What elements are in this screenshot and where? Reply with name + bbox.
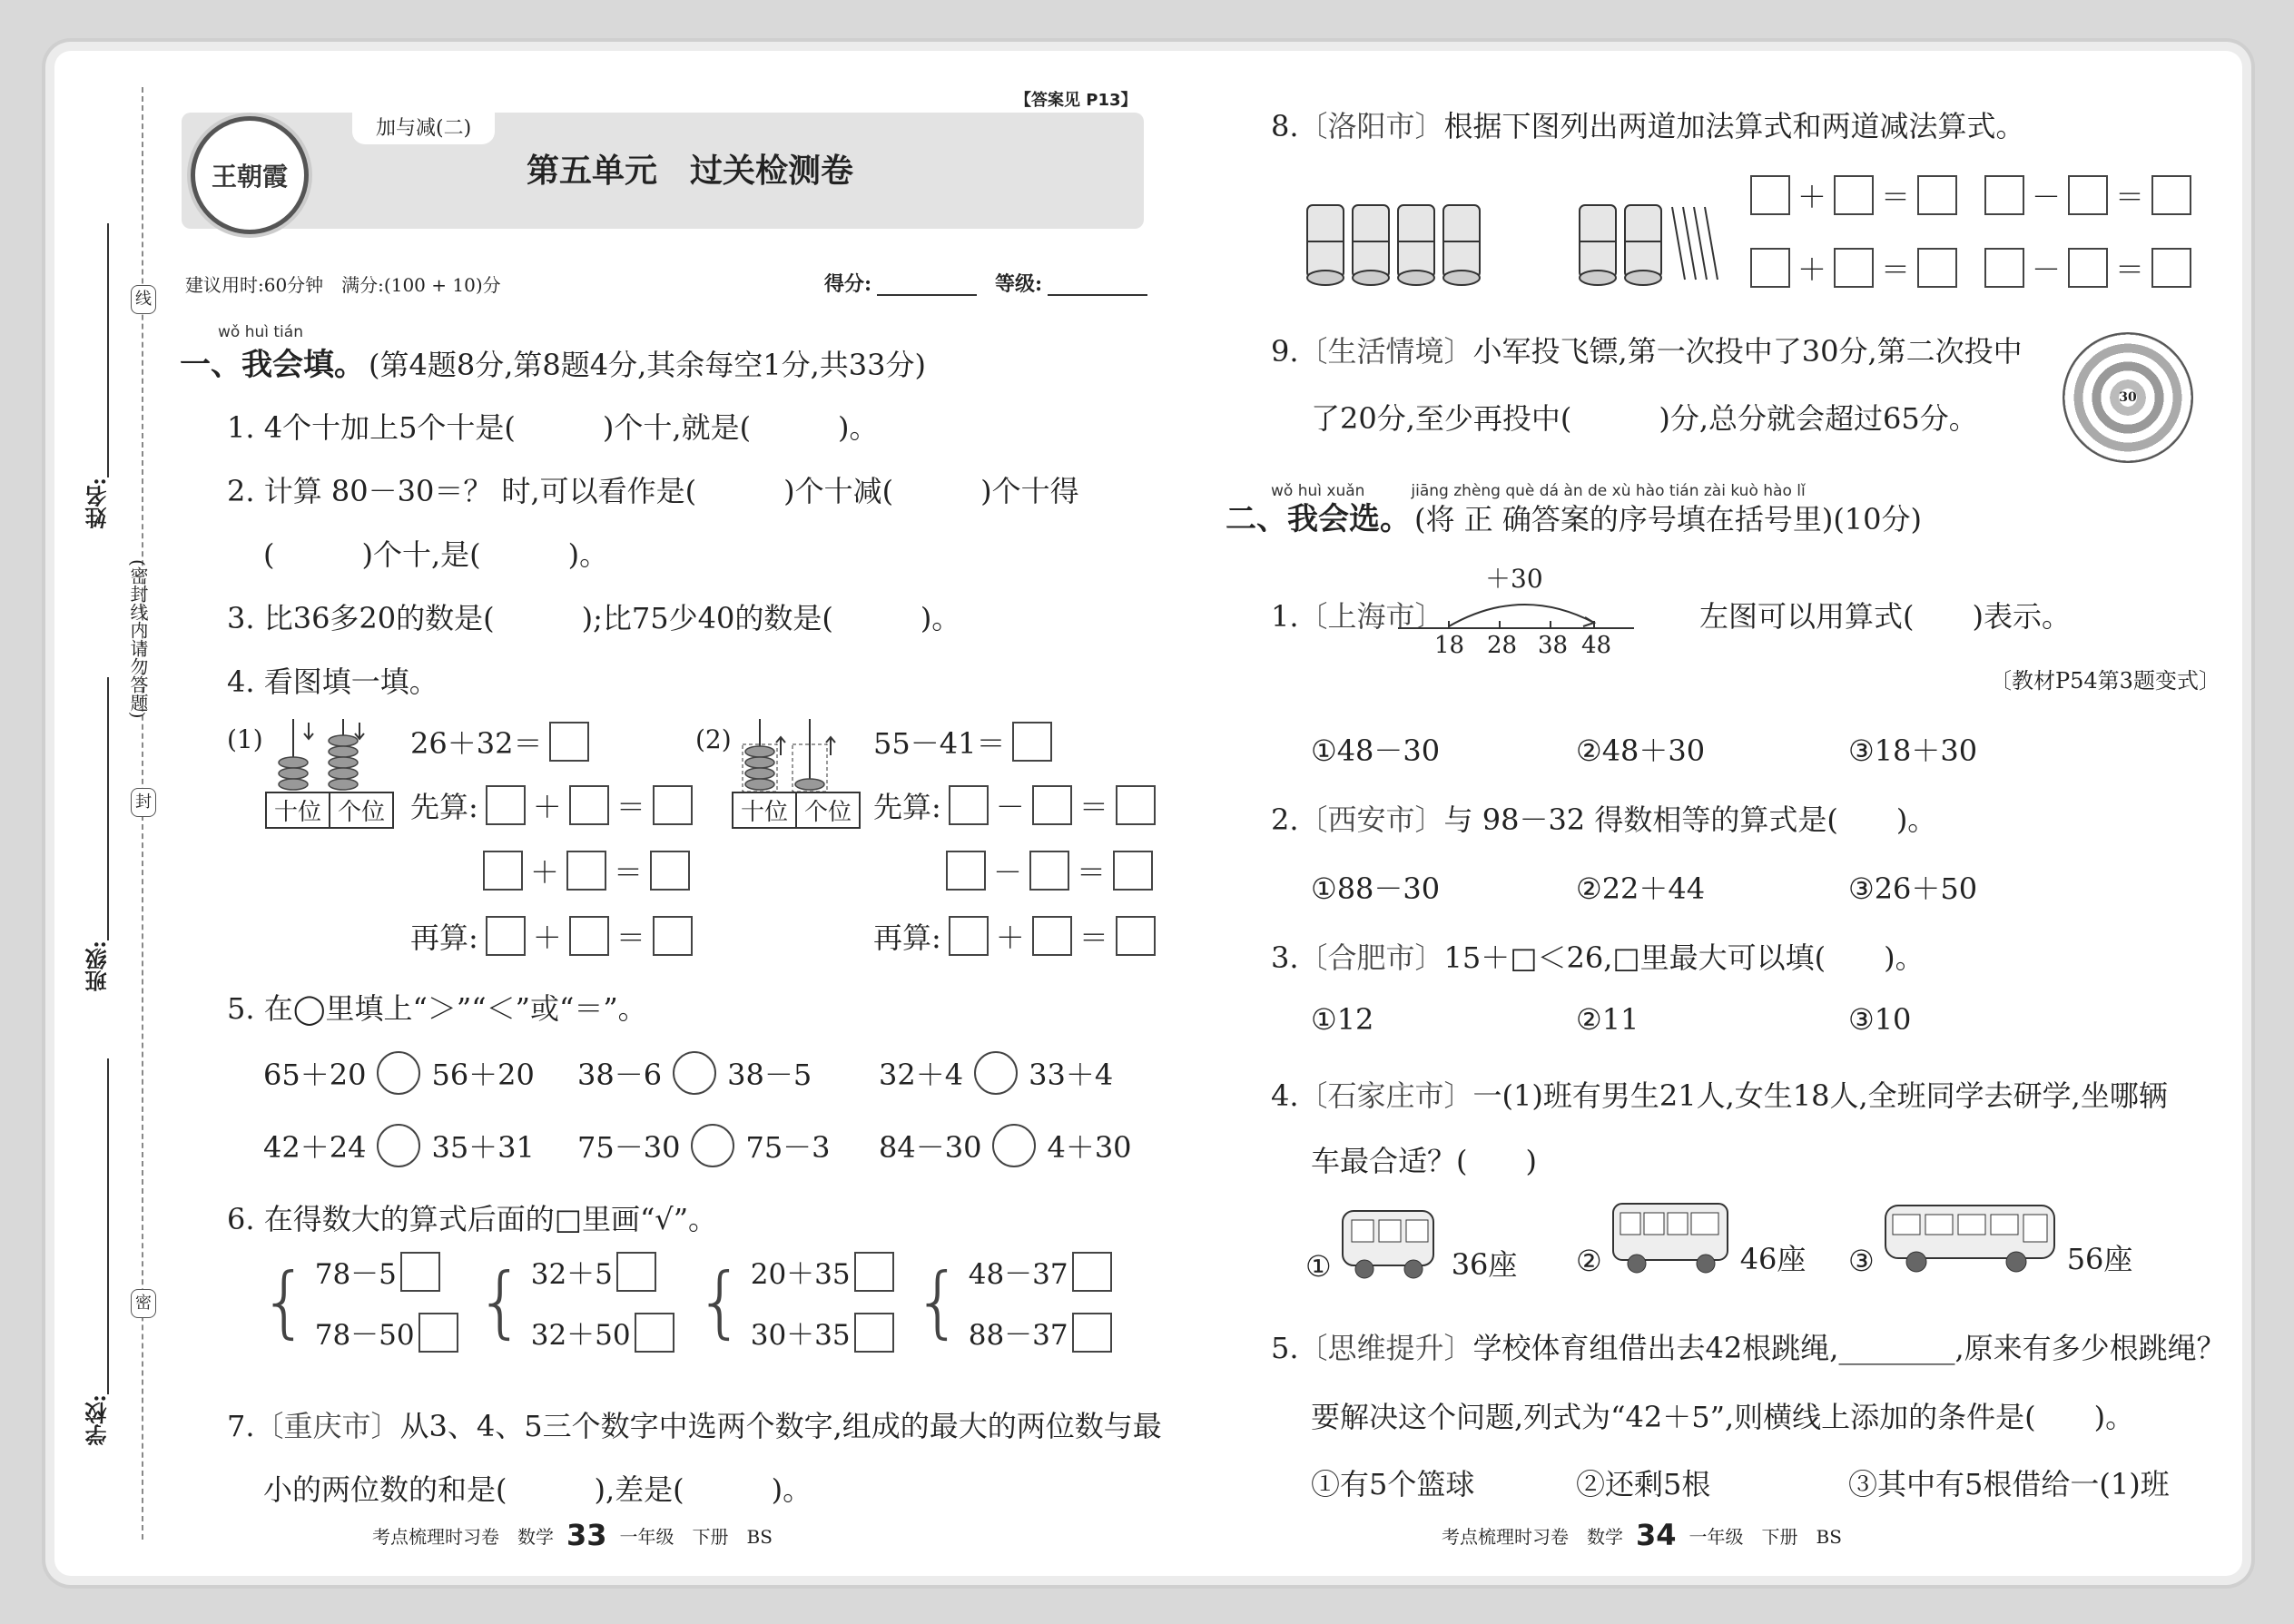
- s2-q1-tag: 〔上海市〕: [1298, 599, 1444, 634]
- section2-pinyin: wǒ huì xuǎn jiāng zhèng què dá àn de xù hào tián zài kuò hào lǐ: [1271, 482, 1806, 500]
- compare-circle[interactable]: [673, 1051, 716, 1095]
- check-box[interactable]: [616, 1252, 656, 1292]
- place-value-table-1: [265, 792, 394, 829]
- logo-badge: [191, 116, 309, 234]
- first-label: 先算:: [410, 790, 478, 824]
- q4-part2-label: (2): [695, 724, 732, 754]
- q4-part1-label: (1): [227, 724, 263, 754]
- option[interactable]: ③18＋30: [1848, 733, 1978, 768]
- s1-q2-line1: 2. 计算 80－30＝？ 时,可以看作是( )个十减( )个十得: [227, 474, 1079, 508]
- s1-q8: [1271, 103, 2025, 145]
- number-line: [1398, 590, 1634, 635]
- brace-icon: {: [913, 1256, 963, 1347]
- score-field[interactable]: [877, 294, 977, 296]
- q4-first-2: 先算: － ＝: [873, 784, 1156, 826]
- compare-right: 56＋20: [431, 1058, 535, 1092]
- q6-line: [531, 1312, 674, 1353]
- compare-circle[interactable]: [377, 1124, 420, 1167]
- answer-box[interactable]: [569, 785, 609, 825]
- s2-q5-num: 5.: [1271, 1331, 1299, 1365]
- answer-box[interactable]: [1984, 248, 2024, 288]
- q4-first-1: 先算: ＋ ＝: [410, 784, 693, 826]
- answer-reference: 【答案见 P13】: [1015, 91, 1137, 110]
- bus-icon: [1337, 1202, 1446, 1284]
- page-number-left: 33: [566, 1518, 607, 1552]
- s2-q5-line2: 要解决这个问题,列式为“42＋5”,则横线上添加的条件是( )。: [1311, 1400, 2135, 1434]
- q6-expr: 30＋35: [750, 1319, 851, 1352]
- check-box[interactable]: [418, 1313, 458, 1353]
- check-box[interactable]: [854, 1313, 894, 1353]
- s2-q2-num: 2.: [1271, 802, 1299, 837]
- stick-bundles-illustration: [1298, 187, 1552, 296]
- option-mark: ①: [1305, 1249, 1332, 1284]
- s2-q4-text1: 一(1)班有男生21人,女生18人,全班同学去研学,坐哪辆: [1472, 1078, 2168, 1113]
- section1-title: 一、我会填。: [180, 347, 365, 383]
- compare-right: 38－5: [727, 1058, 812, 1092]
- q8-tag: 〔洛阳市〕: [1298, 109, 1444, 143]
- answer-box[interactable]: [1113, 851, 1153, 891]
- binding-note: (密封线内请勿答题): [127, 559, 149, 719]
- option[interactable]: ③26＋50: [1848, 871, 1978, 906]
- option[interactable]: ①88－30: [1311, 871, 1441, 906]
- option[interactable]: ③10: [1848, 1002, 1912, 1037]
- q6-line: [751, 1251, 894, 1292]
- answer-box[interactable]: [653, 785, 693, 825]
- check-box[interactable]: [400, 1252, 440, 1292]
- class-label: 班级:: [84, 940, 111, 992]
- bus-option-2[interactable]: [1576, 1196, 1806, 1278]
- tens-cell: 十位: [733, 793, 797, 827]
- compare-left: 32＋4: [879, 1058, 964, 1092]
- dartboard-icon: [2063, 332, 2193, 463]
- q6-line: [751, 1312, 894, 1353]
- compare-item: [263, 1051, 535, 1095]
- answer-box[interactable]: [1750, 175, 1790, 215]
- answer-box[interactable]: [1029, 851, 1069, 891]
- option[interactable]: ①12: [1311, 1002, 1374, 1037]
- q7-text1: 从3、4、5三个数字中选两个数字,组成的最大的两位数与最: [399, 1409, 1162, 1443]
- s2-q5-text1: 学校体育组借出去42根跳绳,________,原来有多少根跳绳？: [1472, 1331, 2226, 1365]
- bus-icon: [1880, 1196, 2062, 1278]
- time-info: 建议用时:60分钟 满分:(100 + 10)分: [185, 274, 501, 296]
- name-field-line[interactable]: [107, 223, 109, 477]
- q9-tag: 〔生活情境〕: [1298, 334, 1473, 369]
- q7-num: 7.: [227, 1409, 255, 1443]
- logo-text: 王朝霞: [211, 162, 288, 192]
- answer-box[interactable]: [2151, 175, 2191, 215]
- score-label: 得分:: [824, 272, 872, 296]
- answer-box[interactable]: [2068, 175, 2108, 215]
- q9-text1: 小军投飞镖,第一次投中了30分,第二次投中: [1472, 334, 2023, 369]
- answer-box[interactable]: [2151, 248, 2191, 288]
- tick-label: 48: [1581, 632, 1612, 659]
- q6-expr: 32＋5: [530, 1258, 613, 1291]
- s2-q4-line2: 车最合适？( ): [1311, 1144, 1537, 1178]
- s1-q4: 4. 看图填一填。: [227, 664, 438, 699]
- answer-box[interactable]: [946, 851, 986, 891]
- compare-circle[interactable]: [377, 1051, 420, 1095]
- tick-label: 18: [1434, 632, 1465, 659]
- brace-icon: {: [695, 1256, 745, 1347]
- s2-q4-num: 4.: [1271, 1078, 1299, 1113]
- answer-box[interactable]: [653, 916, 693, 956]
- s2-q3: [1271, 935, 1925, 977]
- option[interactable]: ②还剩5根: [1576, 1467, 1711, 1501]
- page-number-right: 34: [1636, 1518, 1677, 1552]
- answer-box[interactable]: [486, 916, 526, 956]
- q6-expr: 32＋50: [530, 1319, 631, 1352]
- ones-cell: 个位: [804, 799, 852, 826]
- q6-line: [315, 1312, 458, 1353]
- compare-left: 75－30: [577, 1130, 681, 1165]
- q6-group: [260, 1251, 458, 1353]
- q9-num: 9.: [1271, 334, 1299, 369]
- brace-icon: {: [476, 1256, 526, 1347]
- brace-icon: {: [260, 1256, 310, 1347]
- binding-seal-label: 封: [131, 788, 156, 817]
- section2-title: 二、我会选。: [1226, 501, 1411, 537]
- section1-score-note: (第4题8分,第8题4分,其余每空1分,共33分): [369, 348, 927, 382]
- q8-add-row2: ＋ ＝: [1750, 247, 1957, 289]
- s2-q4-tag: 〔石家庄市〕: [1298, 1078, 1473, 1113]
- answer-box[interactable]: [1116, 785, 1156, 825]
- answer-box[interactable]: [1750, 248, 1790, 288]
- option[interactable]: ①有5个篮球: [1311, 1467, 1475, 1501]
- s2-q5-tag: 〔思维提升〕: [1298, 1331, 1473, 1365]
- q6-line: [315, 1251, 458, 1292]
- q6-expr: 78－5: [314, 1258, 397, 1291]
- footer-left-prefix: 考点梳理时习卷 数学: [372, 1525, 554, 1548]
- stick-bundles-illustration-2: [1570, 187, 1725, 296]
- s1-q5: 5. 在◯里填上“＞”“＜”或“＝”。: [227, 991, 647, 1026]
- answer-box[interactable]: [1834, 175, 1874, 215]
- compare-item: [263, 1124, 535, 1167]
- option[interactable]: ①48－30: [1311, 733, 1441, 768]
- answer-box[interactable]: [650, 851, 690, 891]
- compare-left: 84－30: [879, 1130, 982, 1165]
- page-title: 第五单元 过关检测卷: [527, 153, 854, 190]
- class-field-line[interactable]: [107, 677, 109, 940]
- compare-item: [577, 1051, 812, 1095]
- abacus-2: [728, 719, 837, 792]
- s2-q3-tag: 〔合肥市〕: [1298, 940, 1444, 975]
- s2-q2-text: 与 98－32 得数相等的算式是( )。: [1443, 802, 1937, 837]
- q8-num: 8.: [1271, 109, 1299, 143]
- q4-eq1: [410, 721, 589, 763]
- s2-q5-line1: [1271, 1325, 2226, 1367]
- compare-right: 35＋31: [431, 1130, 535, 1165]
- s2-q1-source: 〔教材P54第3题变式〕: [1990, 668, 2220, 694]
- answer-box[interactable]: [486, 785, 526, 825]
- answer-box[interactable]: [1917, 175, 1957, 215]
- answer-box[interactable]: [549, 722, 589, 762]
- answer-box[interactable]: [1032, 916, 1072, 956]
- q7-tag: 〔重庆市〕: [254, 1409, 400, 1443]
- q6-expr: 78－50: [314, 1319, 415, 1352]
- number-line-jump-label: ＋30: [1485, 564, 1543, 594]
- check-box[interactable]: [635, 1313, 674, 1353]
- q8-text: 根据下图列出两道加法算式和两道减法算式。: [1443, 109, 2025, 143]
- q6-expr: 88－37: [968, 1319, 1068, 1352]
- unit-subtitle: 加与减(二): [352, 109, 495, 144]
- compare-right: 75－3: [745, 1130, 831, 1165]
- s2-q2: [1271, 797, 1936, 839]
- compare-circle[interactable]: [992, 1124, 1036, 1167]
- q8-sub-row1: － ＝: [1984, 174, 2191, 216]
- option[interactable]: ②11: [1576, 1002, 1639, 1037]
- q4-then-1: 再算: ＋ ＝: [410, 915, 693, 957]
- answer-box[interactable]: [1984, 175, 2024, 215]
- option-mark: ③: [1848, 1244, 1875, 1278]
- dartboard-center-label: 30: [2119, 390, 2137, 405]
- answer-box[interactable]: [1116, 916, 1156, 956]
- q6-line: [969, 1251, 1112, 1292]
- answer-box[interactable]: [1032, 785, 1072, 825]
- answer-box[interactable]: [1012, 722, 1052, 762]
- answer-box[interactable]: [569, 916, 609, 956]
- bus-option-3[interactable]: [1848, 1196, 2132, 1278]
- first-label: 先算:: [873, 790, 941, 824]
- answer-box[interactable]: [566, 851, 606, 891]
- q6-group: [913, 1251, 1112, 1353]
- compare-left: 65＋20: [263, 1058, 367, 1092]
- q4-first-2b: － ＝: [946, 850, 1153, 891]
- q6-group: [695, 1251, 894, 1353]
- bus-option-1[interactable]: [1305, 1202, 1517, 1284]
- answer-box[interactable]: [483, 851, 523, 891]
- compare-right: 33＋4: [1029, 1058, 1114, 1092]
- compare-circle[interactable]: [974, 1051, 1018, 1095]
- then-label: 再算:: [873, 920, 941, 955]
- bus-icon: [1608, 1196, 1735, 1278]
- tens-cell: 十位: [267, 793, 330, 827]
- option[interactable]: ②48＋30: [1576, 733, 1706, 768]
- answer-box[interactable]: [1917, 248, 1957, 288]
- s1-q6: 6. 在得数大的算式后面的□里画“√”。: [227, 1202, 718, 1236]
- compare-circle[interactable]: [691, 1124, 734, 1167]
- s1-q9-line1: [1271, 329, 2023, 370]
- s2-q4-line1: [1271, 1073, 2168, 1115]
- answer-box[interactable]: [949, 785, 989, 825]
- school-label: 学校:: [84, 1394, 111, 1446]
- section2-score-note: (将 正 确答案的序号填在括号里)(10分): [1414, 502, 1923, 536]
- section2-heading: [1226, 494, 1922, 538]
- s1-q9-line2: 了20分,至少再投中( )分,总分就会超过65分。: [1311, 401, 1978, 436]
- q4-eq2-text: 55－41＝: [873, 726, 1006, 761]
- name-label: 姓名:: [84, 477, 111, 529]
- answer-box[interactable]: [949, 916, 989, 956]
- grade-label: 等级:: [995, 272, 1043, 296]
- s1-q2-line2: ( )个十,是( )。: [263, 537, 609, 572]
- q4-eq1-text: 26＋32＝: [410, 726, 543, 761]
- seat-count: 36座: [1451, 1247, 1518, 1282]
- compare-right: 4＋30: [1047, 1130, 1132, 1165]
- answer-box[interactable]: [1834, 248, 1874, 288]
- s1-q1: 1. 4个十加上5个十是( )个十,就是( )。: [227, 410, 879, 445]
- s2-q3-text: 15＋□＜26,□里最大可以填( )。: [1443, 940, 1925, 975]
- option[interactable]: ③其中有5根借给一(1)班: [1848, 1467, 2170, 1501]
- s1-q7-line2: 小的两位数的和是( ),差是( )。: [263, 1472, 812, 1507]
- q8-sub-row2: － ＝: [1984, 247, 2191, 289]
- q6-group: [476, 1251, 674, 1353]
- option[interactable]: ②22＋44: [1576, 871, 1706, 906]
- check-box[interactable]: [1072, 1252, 1112, 1292]
- q6-line: [969, 1312, 1112, 1353]
- place-value-table-2: [732, 792, 861, 829]
- section1-heading: [180, 340, 926, 384]
- q4-then-2: 再算: ＋ ＝: [873, 915, 1156, 957]
- s2-q1-text: 左图可以用算式( )表示。: [1699, 599, 2071, 634]
- school-field-line[interactable]: [107, 1058, 109, 1394]
- then-label: 再算:: [410, 920, 478, 955]
- footer-right-suffix: 一年级 下册 BS: [1689, 1525, 1842, 1548]
- footer-right: [1442, 1518, 1842, 1552]
- footer-left-suffix: 一年级 下册 BS: [619, 1525, 773, 1548]
- footer-left: [372, 1518, 773, 1552]
- abacus-1: [261, 719, 370, 792]
- q4-first-1b: ＋ ＝: [483, 850, 690, 891]
- compare-left: 38－6: [577, 1058, 663, 1092]
- ones-cell: 个位: [338, 799, 386, 826]
- s2-q3-num: 3.: [1271, 940, 1299, 975]
- binding-secret-label: 密: [131, 1289, 156, 1318]
- s1-q7-line1: [227, 1403, 1162, 1445]
- compare-item: [879, 1124, 1132, 1167]
- q6-expr: 20＋35: [750, 1258, 851, 1291]
- grade-field[interactable]: [1048, 294, 1147, 296]
- check-box[interactable]: [1072, 1313, 1112, 1353]
- s2-q1-num: 1.: [1271, 599, 1299, 634]
- option-mark: ②: [1576, 1244, 1602, 1278]
- footer-right-prefix: 考点梳理时习卷 数学: [1442, 1525, 1623, 1548]
- compare-item: [577, 1124, 831, 1167]
- s2-q2-tag: 〔西安市〕: [1298, 802, 1444, 837]
- check-box[interactable]: [854, 1252, 894, 1292]
- tick-label: 28: [1487, 632, 1518, 659]
- binding-line-label: 线: [131, 285, 156, 314]
- tick-label: 38: [1538, 632, 1569, 659]
- exam-sheet: [54, 51, 2242, 1576]
- q8-add-row1: ＋ ＝: [1750, 174, 1957, 216]
- compare-item: [879, 1051, 1113, 1095]
- q6-expr: 48－37: [968, 1258, 1068, 1291]
- q4-eq2: [873, 721, 1052, 763]
- seat-count: 46座: [1739, 1242, 1807, 1276]
- seat-count: 56座: [2066, 1242, 2133, 1276]
- q6-line: [531, 1251, 674, 1292]
- s1-q3: 3. 比36多20的数是( );比75少40的数是( )。: [227, 601, 961, 635]
- answer-box[interactable]: [2068, 248, 2108, 288]
- compare-left: 42＋24: [263, 1130, 367, 1165]
- section1-pinyin: wǒ huì tián: [218, 323, 303, 341]
